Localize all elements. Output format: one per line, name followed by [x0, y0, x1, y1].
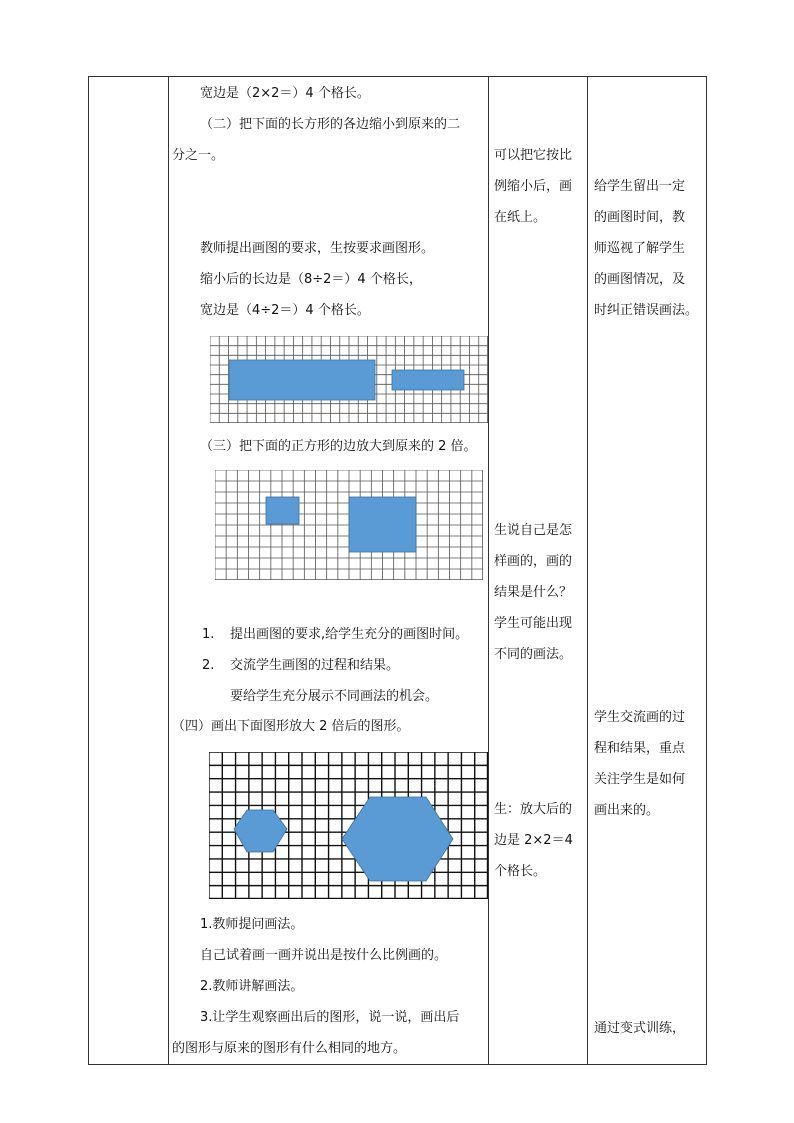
enlarged-square — [349, 497, 416, 552]
step3-cont: 的图形与原来的图形有什么相同的地方。 — [172, 1041, 407, 1056]
task3-title: （三）把下面的正方形的边放大到原来的 2 倍。 — [200, 439, 477, 454]
reduced-rectangle — [392, 370, 464, 390]
grid-squares — [215, 470, 483, 580]
task2-title: （二）把下面的长方形的各边缩小到原来的二 — [200, 117, 461, 132]
table-border-right — [706, 76, 707, 1065]
col3-b2-l2: 样画的，画的 — [494, 554, 573, 569]
col4-b2-l1: 学生交流画的过 — [594, 710, 686, 725]
col4-b1-l5: 时纠正错误画法。 — [594, 303, 699, 318]
list-num-1: 1. — [202, 627, 215, 642]
col3-b3-l2: 边是 2×2＝4 — [494, 833, 573, 848]
col3-b1-l3: 在纸上。 — [494, 210, 547, 225]
col3-b1-l2: 例缩小后，画 — [494, 179, 573, 194]
enlarged-hexagon — [342, 797, 453, 881]
col3-b2-l4: 学生可能出现 — [494, 616, 573, 631]
column-divider-3 — [587, 76, 588, 1065]
wide-side-line: 宽边是（2×2＝）4 个格长。 — [200, 86, 370, 101]
col3-b2-l3: 结果是什么？ — [494, 585, 573, 600]
col3-b2-l5: 不同的画法。 — [494, 647, 573, 662]
col4-b1-l1: 给学生留出一定 — [594, 179, 686, 194]
list-num-2: 2. — [202, 658, 215, 673]
task2-title-cont: 分之一。 — [172, 148, 225, 163]
col4-b2-l3: 关注学生是如何 — [594, 772, 686, 787]
step2: 2.教师讲解画法。 — [200, 979, 304, 994]
step1-note: 自己试着画一画并说出是按什么比例画的。 — [200, 948, 448, 963]
list-note: 要给学生充分展示不同画法的机会。 — [230, 689, 439, 704]
table-border-bottom — [88, 1064, 707, 1065]
col3-b1-l1: 可以把它按比 — [494, 148, 573, 163]
original-rectangle — [229, 360, 375, 400]
original-square — [266, 497, 299, 524]
task4-title: （四）画出下面图形放大 2 倍后的图形。 — [172, 719, 410, 734]
col3-b2-l1: 生说自己是怎 — [494, 523, 573, 538]
step1: 1.教师提问画法。 — [200, 917, 304, 932]
list-text-2: 交流学生画图的过程和结果。 — [230, 658, 400, 673]
column-divider-1 — [168, 76, 169, 1065]
step3: 3.让学生观察画出后的图形，说一说，画出后 — [200, 1010, 460, 1025]
col4-b1-l4: 的画图情况，及 — [594, 272, 686, 287]
col4-b3-l1: 通过变式训练， — [594, 1021, 686, 1036]
reduced-wide-side: 宽边是（4÷2＝）4 个格长。 — [200, 303, 370, 318]
grid-rectangles — [210, 336, 488, 423]
reduced-long-side: 缩小后的长边是（8÷2＝）4 个格长， — [200, 272, 422, 287]
list-text-1: 提出画图的要求,给学生充分的画图时间。 — [230, 627, 469, 642]
col3-b3-l1: 生：放大后的 — [494, 802, 573, 817]
grid-hexagons — [209, 752, 488, 899]
column-divider-2 — [488, 76, 489, 1065]
col4-b1-l2: 的画图时间，教 — [594, 210, 686, 225]
col4-b1-l3: 师巡视了解学生 — [594, 241, 686, 256]
table-border-left — [88, 76, 89, 1065]
col4-b2-l4: 画出来的。 — [594, 803, 660, 818]
table-border-top — [88, 76, 707, 77]
teacher-request: 教师提出画图的要求，生按要求画图形。 — [200, 241, 435, 256]
col3-b3-l3: 个格长。 — [494, 864, 547, 879]
col4-b2-l2: 程和结果，重点 — [594, 741, 686, 756]
